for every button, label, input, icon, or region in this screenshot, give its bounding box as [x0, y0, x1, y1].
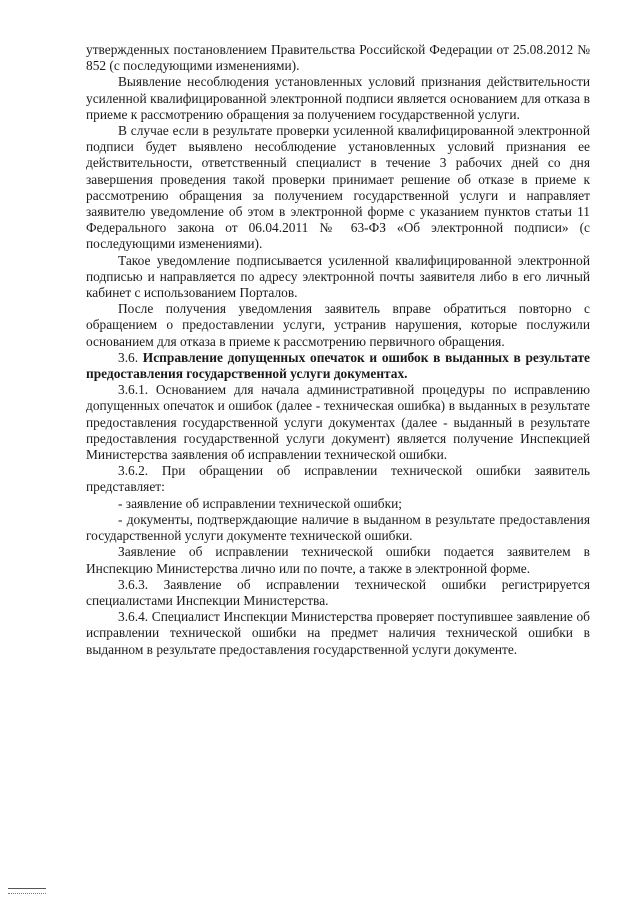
paragraph-submission: Заявление об исправлении технической ошибки подается заявителем в Инспекцию Министерства лично или по почте, а также в электронной форме. — [86, 544, 590, 576]
paragraph-refusal-decision: В случае если в результате проверки усиленной квалифицированной электронной подписи будет выявлено несоблюдение установленных условий признания ее действительности, ответственный специалист в течение 3 рабочих дней со дня завершения проведения такой проверки принимает решение об отказе в приеме к рассмотрению обращения за получением государственной услуги и направляет заявителю уведомление об этом в электронной форме с указанием пунктов статьи 11 Федерального закона от 06.04.2011 № 63-ФЗ «Об электронной подписи» (с последующими изменениями). — [86, 123, 590, 252]
paragraph-continuation: утвержденных постановлением Правительства Российской Федерации от 25.08.2012 № 852 (с последующими изменениями). — [86, 42, 590, 74]
paragraph-3-6-3: 3.6.3. Заявление об исправлении технической ошибки регистрируется специалистами Инспекции Министерства. — [86, 576, 590, 608]
paragraph-3-6-2: 3.6.2. При обращении об исправлении технической ошибки заявитель представляет: — [86, 463, 590, 495]
list-item-documents: - документы, подтверждающие наличие в выданном в результате предоставления государственной услуги документе технической ошибки. — [86, 511, 590, 544]
section-heading — [86, 350, 590, 382]
paragraph-3-6-4: 3.6.4. Специалист Инспекции Министерства проверяет поступившее заявление об исправлении технической ошибки на предмет наличия технической ошибки в выданном в результате предоставления государственной услуги документе. — [86, 609, 590, 657]
paragraph-notification: Такое уведомление подписывается усиленной квалифицированной электронной подписью и направляется по адресу электронной почты заявителя либо в его личный кабинет с использованием Порталов. — [86, 252, 590, 301]
document-page — [86, 42, 590, 658]
list-item-application: - заявление об исправлении технической ошибки; — [118, 495, 402, 511]
paragraph-3-6-1: 3.6.1. Основанием для начала административной процедуры по исправлению допущенных опечаток и ошибок (далее - техническая ошибка) в выданных в результате предоставления государственной услуги документах (далее - выданный в результате предоставления государственной услуги документ) является получение Инспекцией Министерства заявления об исправлении технической ошибки. — [86, 382, 590, 463]
section-title: Исправление допущенных опечаток и ошибок в выданных в результате предоставления государственной услуги документах. — [86, 349, 590, 382]
footer-dotted-line — [8, 893, 46, 894]
paragraph-signature-invalid: Выявление несоблюдения установленных условий признания действительности усиленной квалифицированной электронной подписи является основанием для отказа в приеме к рассмотрению обращения за получением государственной услуги. — [86, 74, 590, 122]
paragraph-repeat-request: После получения уведомления заявитель вправе обратиться повторно с обращением о предоставлении услуги, устранив нарушения, которые послужили основанием для отказа в приеме к рассмотрению первичного обращения. — [86, 301, 590, 349]
section-number: 3.6. — [118, 349, 139, 365]
footer-line — [8, 888, 46, 889]
